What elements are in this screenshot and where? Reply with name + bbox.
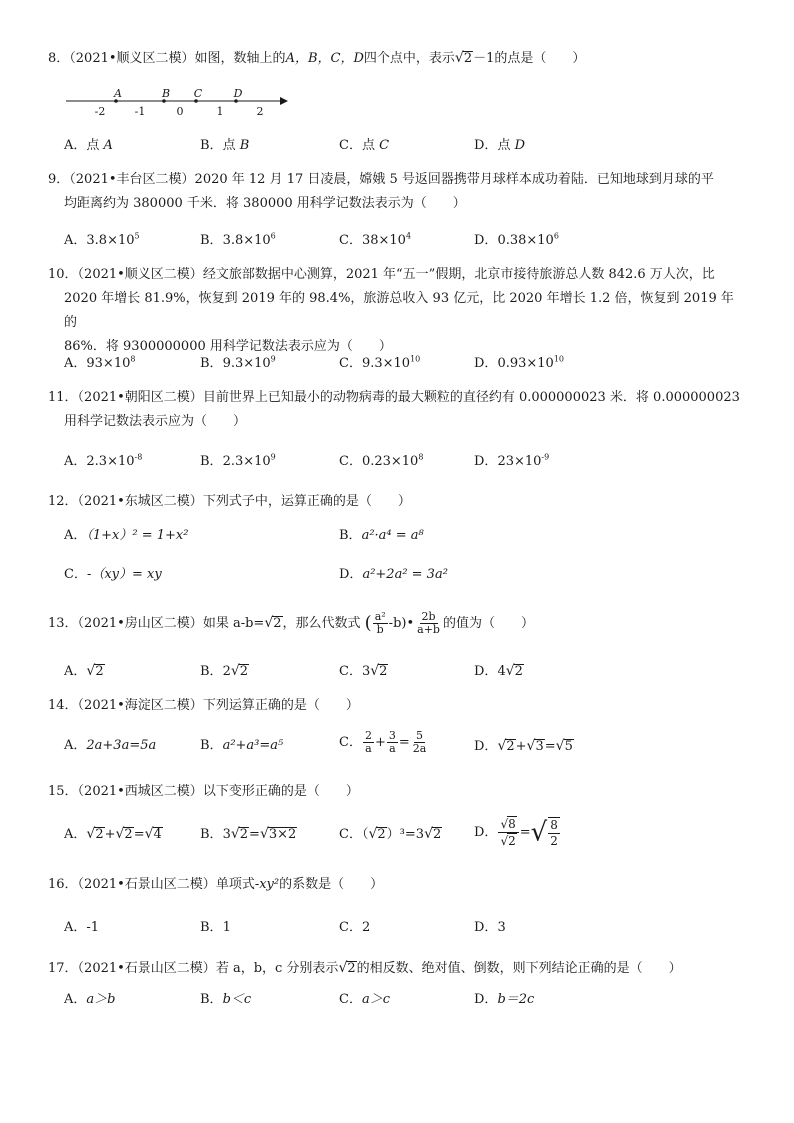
- question-source: （2021•西城区二模）: [77, 784, 203, 799]
- q14-options: [64, 729, 744, 766]
- tick-label: -1: [134, 105, 146, 118]
- option-c[interactable]: C．$38\times 10^4$: [339, 231, 412, 248]
- option-b[interactable]: B．a²·a⁴ = a⁸: [339, 528, 424, 543]
- question-number: 9．: [48, 172, 70, 187]
- option-c[interactable]: C．$0.23\times 10^8$: [339, 452, 424, 469]
- q12-options-row2: [64, 563, 744, 587]
- question-number: 13．: [48, 616, 78, 631]
- option-a[interactable]: A．√2+√2=√4: [64, 826, 162, 842]
- radicand: 2: [463, 51, 473, 66]
- question-number: 17．: [48, 961, 78, 976]
- q12-options-row1: [64, 524, 744, 548]
- question-number: 14．: [48, 698, 78, 713]
- axis-arrow-icon: [280, 97, 288, 105]
- option-c[interactable]: C．（√2）³=3√2: [339, 826, 442, 842]
- option-a[interactable]: A．$93\times 10^8$: [64, 354, 136, 371]
- question-9: 9．（2021•丰台区二模）2020 年 12 月 17 日凌晨，嫦娥 5 号返回器携带月球样本成功着陆．已知地球到月球的平 均距离约为 380000 千米．将 380000 用科学记数法表示为（ ）: [48, 172, 714, 211]
- sqrt-sign: √: [454, 50, 464, 66]
- option-c[interactable]: C．-（xy）= xy: [64, 567, 162, 582]
- q8-options: [64, 134, 744, 158]
- question-number: 12．: [48, 494, 78, 509]
- option-d[interactable]: D．$0.38\times 10^6$: [474, 231, 559, 248]
- point-label: D: [233, 87, 243, 100]
- option-d[interactable]: D．b＝2c: [474, 992, 535, 1007]
- option-a[interactable]: A．√2: [64, 663, 104, 679]
- option-b[interactable]: B．$3.8\times 10^6$: [200, 231, 276, 248]
- question-source: （2021•海淀区二模）: [77, 698, 203, 713]
- question-number: 10．: [48, 267, 78, 282]
- question-source: （2021•丰台区二模）: [69, 172, 195, 187]
- option-c[interactable]: C． $\frac{2}{a}$ + $\frac{3}{a}$ = $\frac{5}{2a}$: [339, 729, 427, 755]
- option-b[interactable]: B．3√2=√3×2: [200, 826, 297, 842]
- question-15: 15．（2021•西城区二模）以下变形正确的是（ ）: [48, 784, 359, 799]
- option-a[interactable]: A．$3.8\times 10^5$: [64, 231, 140, 248]
- question-number: 11．: [48, 390, 78, 405]
- q13-options: [64, 659, 744, 683]
- question-number: 8．: [48, 51, 70, 66]
- question-13: 13．（2021•房山区二模）如果 a-b=√2，那么代数式 ( $\frac{\text{a²}}{b}$ -b)• $\frac{2b}{a+b}$ 的值为（ ）: [48, 610, 534, 636]
- option-c[interactable]: C．3√2: [339, 663, 388, 679]
- option-a[interactable]: A．$2.3\times 10^{-8}$: [64, 452, 143, 469]
- question-11: 11．（2021•朝阳区二模）目前世界上已知最小的动物病毒的最大颗粒的直径约有 0.000000023 米．将 0.000000023 用科学记数法表示应为（ ）: [48, 390, 740, 429]
- tick-label: -2: [94, 105, 106, 118]
- q16-options: [64, 916, 744, 940]
- option-c[interactable]: C．2: [339, 920, 371, 935]
- option-b[interactable]: B．2√2: [200, 663, 249, 679]
- tick-label: 0: [176, 105, 184, 118]
- option-d[interactable]: D．4√2: [474, 663, 523, 679]
- option-a[interactable]: A．点 A: [64, 138, 113, 153]
- option-d[interactable]: D．$0.93\times 10^{10}$: [474, 354, 565, 371]
- tick-label: 1: [216, 105, 224, 118]
- option-a[interactable]: A．2a+3a=5a: [64, 738, 157, 753]
- question-number: 15．: [48, 784, 78, 799]
- option-d[interactable]: D． $\frac{√8}{√2}$ =√ $\frac{8}{2}$: [474, 817, 558, 848]
- q15-options: [64, 817, 744, 856]
- option-d[interactable]: D．√2+√3=√5: [474, 738, 573, 754]
- q10-options: [64, 352, 744, 376]
- option-d[interactable]: D．点 D: [474, 138, 526, 153]
- fraction-a2-over-b: $\frac{\text{a²}}{b}$: [374, 610, 386, 636]
- option-d[interactable]: D．3: [474, 920, 506, 935]
- point-labels: A，B，C，D: [285, 51, 364, 66]
- question-source: （2021•房山区二模）: [77, 616, 203, 631]
- sqrt-sign: √: [264, 615, 274, 631]
- option-a[interactable]: A．（1+x）² = 1+x²: [64, 528, 189, 543]
- option-a[interactable]: A．-1: [64, 920, 100, 935]
- question-8: 8．（2021•顺义区二模）如图，数轴上的A，B，C，D四个点中，表示√2－1的点是（ ）: [48, 50, 586, 66]
- q11-options: [64, 450, 744, 474]
- option-c[interactable]: C．$9.3\times 10^{10}$: [339, 354, 421, 371]
- option-c[interactable]: C．a＞c: [339, 992, 390, 1007]
- question-number: 16．: [48, 877, 78, 892]
- point-label: C: [193, 87, 203, 100]
- question-10: 10．（2021•顺义区二模）经文旅部数据中心测算，2021 年“五一”假期，北京市接待旅游总人数 842.6 万人次，比 2020 年增长 81.9%，恢复到 2019 年的 98.4%，旅游总收入 93 亿元，比 2020 年增长 1.2 倍，恢复到 2019 年的 86%．将 9300000000 用科学记数法表示应为（ ）: [48, 267, 734, 354]
- option-b[interactable]: B．b＜c: [200, 992, 252, 1007]
- question-17: 17．（2021•石景山区二模）若 a，b，c 分别表示√2的相反数、绝对值、倒数，则下列结论正确的是（ ）: [48, 960, 682, 976]
- option-b[interactable]: B．a²+a³=a⁵: [200, 738, 284, 753]
- option-d[interactable]: D．a²+2a² = 3a²: [339, 567, 448, 582]
- question-16: 16．（2021•石景山区二模）单项式-xy²的系数是（ ）: [48, 877, 384, 892]
- option-b[interactable]: B．$9.3\times 10^9$: [200, 354, 276, 371]
- point-label: B: [161, 87, 171, 100]
- option-b[interactable]: B．点 B: [200, 138, 250, 153]
- point-label: A: [114, 87, 122, 100]
- question-source: （2021•东城区二模）: [77, 494, 203, 509]
- question-source: （2021•石景山区二模）: [77, 877, 216, 892]
- option-d[interactable]: D．$23\times 10^{-9}$: [474, 452, 550, 469]
- question-source: （2021•顺义区二模）: [69, 51, 195, 66]
- q9-options: [64, 229, 744, 253]
- option-a[interactable]: A．a＞b: [64, 992, 116, 1007]
- option-b[interactable]: B．1: [200, 920, 231, 935]
- option-c[interactable]: C．点 C: [339, 138, 390, 153]
- question-source: （2021•石景山区二模）: [77, 961, 216, 976]
- tick-label: 2: [256, 105, 264, 118]
- question-source: （2021•顺义区二模）: [77, 267, 203, 282]
- q17-options: [64, 988, 744, 1012]
- question-14: 14．（2021•海淀区二模）下列运算正确的是（ ）: [48, 698, 359, 713]
- number-line-diagram: [62, 84, 294, 118]
- fraction-2b-over-apb: $\frac{2b}{a+b}$: [417, 610, 440, 636]
- question-source: （2021•朝阳区二模）: [77, 390, 203, 405]
- option-b[interactable]: B．$2.3\times 10^9$: [200, 452, 276, 469]
- question-12: 12．（2021•东城区二模）下列式子中，运算正确的是（ ）: [48, 494, 411, 509]
